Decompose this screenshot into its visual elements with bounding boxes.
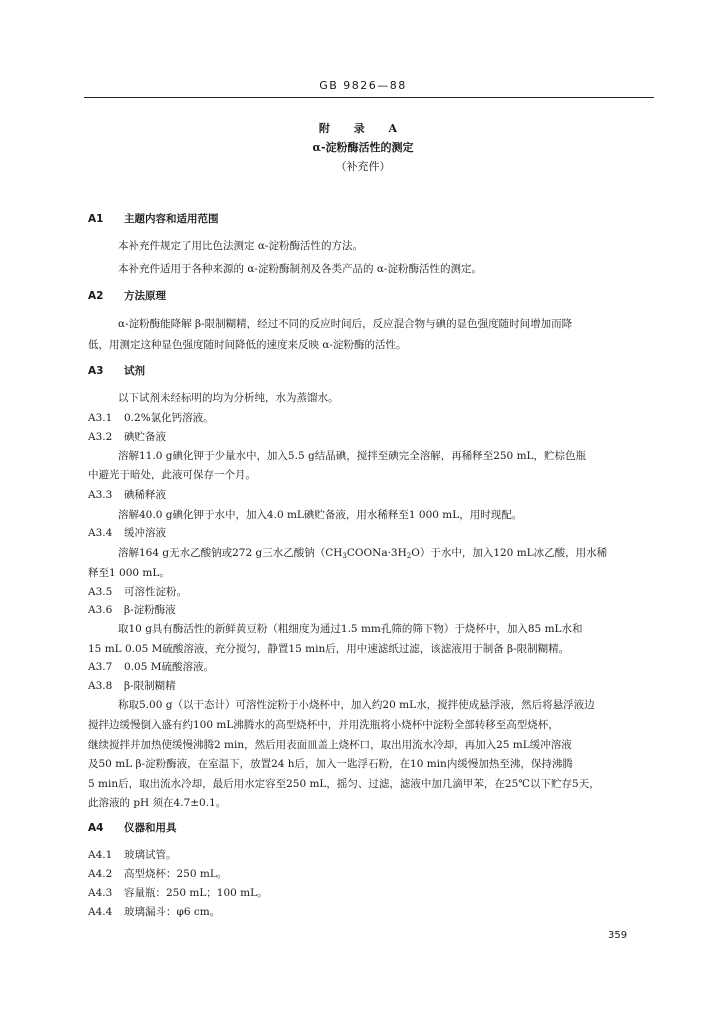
clause-number: A4.2 <box>88 868 113 880</box>
paragraph: α-淀粉酶能降解 β-限制糊精，经过不同的反应时间后，反应混合物与碘的显色强度随时间增加而降 <box>118 318 573 330</box>
text-run: COONa·3H <box>346 547 407 559</box>
clause-number: A3.3 <box>88 489 113 501</box>
clause-number: A3.5 <box>88 586 113 598</box>
clause-number: A3.2 <box>88 431 113 443</box>
clause-number: A4.4 <box>88 906 113 918</box>
appendix-title: 附 录 A <box>318 122 408 135</box>
paragraph: 取10 g具有酶活性的新鲜黄豆粉（粗细度为通过1.5 mm孔筛的筛下物）于烧杯中，加入85 mL水和 <box>118 623 583 635</box>
clause-a4-4 <box>88 905 220 919</box>
clause-a4-1 <box>88 848 177 862</box>
section-a3-heading <box>88 364 145 378</box>
section-a4-heading <box>88 821 177 835</box>
clause-text: 0.05 M硫酸溶液。 <box>124 661 214 673</box>
paragraph: 中避光于暗处，此液可保存一个月。 <box>88 469 256 481</box>
clause-text: 玻璃漏斗：φ6 cm。 <box>124 906 221 918</box>
section-title: 主题内容和适用范围 <box>124 213 219 225</box>
section-title: 方法原理 <box>124 290 166 302</box>
clause-text: 高型烧杯：250 mL。 <box>124 868 228 880</box>
clause-a3-5 <box>88 585 187 599</box>
clause-number: A4.1 <box>88 849 113 861</box>
clause-title: 碘稀释液 <box>124 489 166 501</box>
section-title: 试剂 <box>124 365 145 377</box>
clause-number: A3.6 <box>88 604 113 616</box>
subscript: 3 <box>342 552 347 560</box>
section-number: A3 <box>88 365 104 377</box>
paragraph: 称取5.00 g（以干态计）可溶性淀粉于小烧杯中，加入约20 mL水，搅拌使成悬浮液，然后将悬浮液边 <box>118 699 595 711</box>
clause-a3-8-heading <box>88 679 176 693</box>
paragraph: 继续搅拌并加热使缓慢沸腾2 min，然后用表面皿盖上烧杯口，取出用流水冷却，再加入25 mL缓冲溶液 <box>88 739 572 751</box>
header-rule <box>84 97 654 98</box>
clause-title: 缓冲溶液 <box>124 527 166 539</box>
clause-a3-7 <box>88 660 214 674</box>
clause-a4-3 <box>88 886 268 900</box>
appendix-subtitle: α-淀粉酶活性的测定 <box>312 141 414 154</box>
paragraph: 本补充件适用于各种来源的 α-淀粉酶制剂及各类产品的 α-淀粉酶活性的测定。 <box>118 263 482 275</box>
clause-a3-4-heading <box>88 526 166 540</box>
section-number: A2 <box>88 290 104 302</box>
paragraph: 溶解11.0 g碘化钾于少量水中，加入5.5 g结晶碘，搅拌至碘完全溶解，再稀释至250 mL，贮棕色瓶 <box>118 450 587 462</box>
clause-text: 玻璃试管。 <box>124 849 177 861</box>
paragraph: 此溶液的 pH 须在4.7±0.1。 <box>88 797 227 809</box>
clause-title: 碘贮备液 <box>124 431 166 443</box>
page-number: 359 <box>608 930 628 941</box>
clause-title: β-限制糊精 <box>124 680 176 692</box>
paragraph: 溶解40.0 g碘化钾于水中，加入4.0 mL碘贮备液，用水稀释至1 000 mL，用时现配。 <box>118 509 523 521</box>
clause-title: β-淀粉酶液 <box>124 604 176 616</box>
clause-a3-1 <box>88 411 214 425</box>
clause-text: 可溶性淀粉。 <box>124 586 187 598</box>
clause-number: A3.1 <box>88 412 113 424</box>
clause-a3-3-heading <box>88 488 166 502</box>
section-number: A1 <box>88 213 104 225</box>
standard-code-header: GB 9826—88 <box>319 79 407 92</box>
paragraph: 低，用测定这种显色强度随时间降低的速度来反映 α-淀粉酶的活性。 <box>88 339 407 351</box>
paragraph: 5 min后，取出流水冷却，最后用水定容至250 mL，摇匀、过滤，滤液中加几滴甲苯，在25℃以下贮存5天， <box>88 778 600 790</box>
section-number: A4 <box>88 822 104 834</box>
clause-number: A3.7 <box>88 661 113 673</box>
appendix-note: （补充件） <box>335 160 391 173</box>
clause-a3-2-heading <box>88 430 166 444</box>
clause-a3-6-heading <box>88 603 176 617</box>
clause-number: A3.4 <box>88 527 113 539</box>
section-a1-heading <box>88 212 219 226</box>
paragraph: 以下试剂未经标明的均为分析纯，水为蒸馏水。 <box>118 392 339 404</box>
text-run: O）于水中，加入120 mL冰乙酸，用水稀 <box>411 547 608 559</box>
clause-a4-2 <box>88 867 227 881</box>
subscript: 2 <box>406 552 412 560</box>
paragraph <box>118 546 607 563</box>
clause-text: 容量瓶：250 mL；100 mL。 <box>124 887 268 899</box>
section-a2-heading <box>88 289 166 303</box>
clause-number: A3.8 <box>88 680 113 692</box>
clause-number: A4.3 <box>88 887 113 899</box>
text-run: 溶解164 g无水乙酸钠或272 g三水乙酸钠（CH <box>118 547 343 559</box>
paragraph: 15 mL 0.05 M硫酸溶液，充分搅匀，静置15 min后，用中速滤纸过滤，该滤液用于制备 β-限制糊精。 <box>88 643 570 655</box>
clause-text: 0.2%氯化钙溶液。 <box>124 412 214 424</box>
paragraph: 及50 mL β-淀粉酶液，在室温下，放置24 h后，加入一匙浮石粉，在10 min内缓慢加热至沸，保持沸腾 <box>88 758 573 770</box>
section-title: 仪器和用具 <box>124 822 177 834</box>
paragraph: 搅拌边缓慢倒入盛有约100 mL沸腾水的高型烧杯中，并用洗瓶将小烧杯中淀粉全部转移至高型烧杯， <box>88 719 559 731</box>
paragraph: 释至1 000 mL。 <box>88 567 170 579</box>
paragraph: 本补充件规定了用比色法测定 α-淀粉酶活性的方法。 <box>118 240 363 252</box>
